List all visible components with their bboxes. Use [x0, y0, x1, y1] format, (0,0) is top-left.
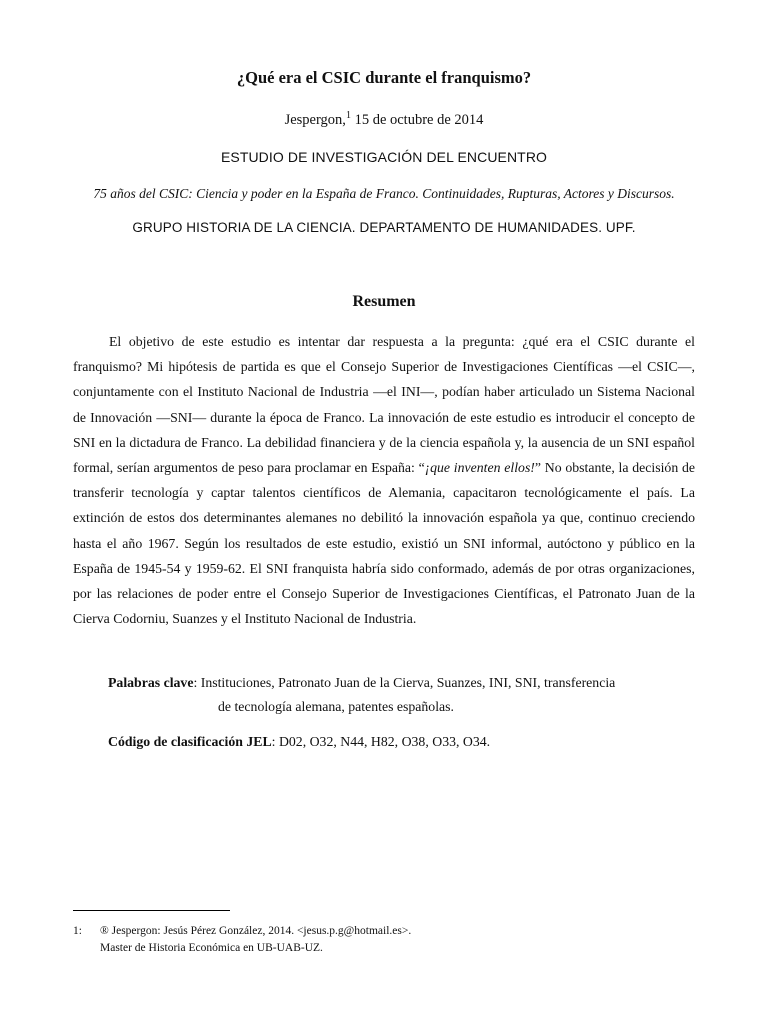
document-title: ¿Qué era el CSIC durante el franquismo? — [236, 68, 532, 87]
document-date: 15 de octubre de 2014 — [350, 112, 484, 128]
author-name: Jespergon, — [284, 112, 346, 128]
author-line — [0, 110, 768, 129]
abstract-paragraph — [73, 329, 695, 631]
abstract-heading: Resumen — [352, 293, 416, 310]
keywords-line1: : Instituciones, Patronato Juan de la Cierva, Suanzes, INI, SNI, transferencia — [193, 675, 616, 690]
keywords-line2: de tecnología alemana, patentes españolas. — [218, 699, 454, 714]
study-label: ESTUDIO DE INVESTIGACIÓN DEL ENCUENTRO — [220, 149, 548, 165]
footnote-number: 1: — [73, 925, 82, 937]
jel-block — [108, 734, 695, 750]
footnote-text — [100, 923, 690, 957]
abstract-text-part2: ” No obstante, la decisión de transferir tecnología y captar talentos científicos de Alemania, capacitaron tecnológicamente el país. La extinción de estos dos determinantes alemanes no debilitó la innovación española ya que, continuo creciendo hasta el año 1967. Según los resultados de este estudio, existió un SNI informal, autóctono y público en la España de 1945-54 y 1959-62. El SNI franquista habría sido conformado, además de por otras organizaciones, por las relaciones de poder entre el Consejo Superior de Investigaciones Científicas, el Patronato Juan de la Cierva Codorniu, Suanzes y el Instituto Nacional de Industria. — [73, 460, 695, 627]
footnote-line1: ® Jespergon: Jesús Pérez González, 2014. <jesus.p.g@hotmail.es>. — [100, 925, 412, 937]
keywords-label: Palabras clave — [108, 675, 194, 690]
jel-label: Código de clasificación JEL — [108, 734, 272, 749]
abstract-quote: ¡que inventen ellos! — [424, 460, 535, 476]
jel-codes: : D02, O32, N44, H82, O38, O33, O34. — [271, 734, 491, 749]
footnote-line2: Master de Historia Económica en UB-UAB-UZ. — [100, 942, 323, 954]
footnote-reference[interactable]: 1 — [345, 110, 351, 121]
research-group: GRUPO HISTORIA DE LA CIENCIA. DEPARTAMENTO DE HUMANIDADES. UPF. — [132, 220, 636, 235]
keywords-block — [108, 671, 695, 719]
abstract-text-part1: El objetivo de este estudio es intentar dar respuesta a la pregunta: ¿qué era el CSIC durante el franquismo? Mi hipótesis de partida es que el Consejo Superior de Investigaciones Científicas —el CSIC—, conjuntamente con el Instituto Nacional de Industria —el INI—, podían haber articulado un Sistema Nacional de Innovación —SNI— durante la época de Franco. La innovación de este estudio es introducir el concepto de SNI en la dictadura de Franco. La debilidad financiera y de la ciencia española y, la ausencia de un SNI español formal, serían argumentos de peso para proclamar en España: “ — [73, 334, 695, 476]
event-subtitle: 75 años del CSIC: Ciencia y poder en la España de Franco. Continuidades, Rupturas, Actores y Discursos. — [93, 186, 675, 201]
footnote-separator — [73, 910, 230, 911]
